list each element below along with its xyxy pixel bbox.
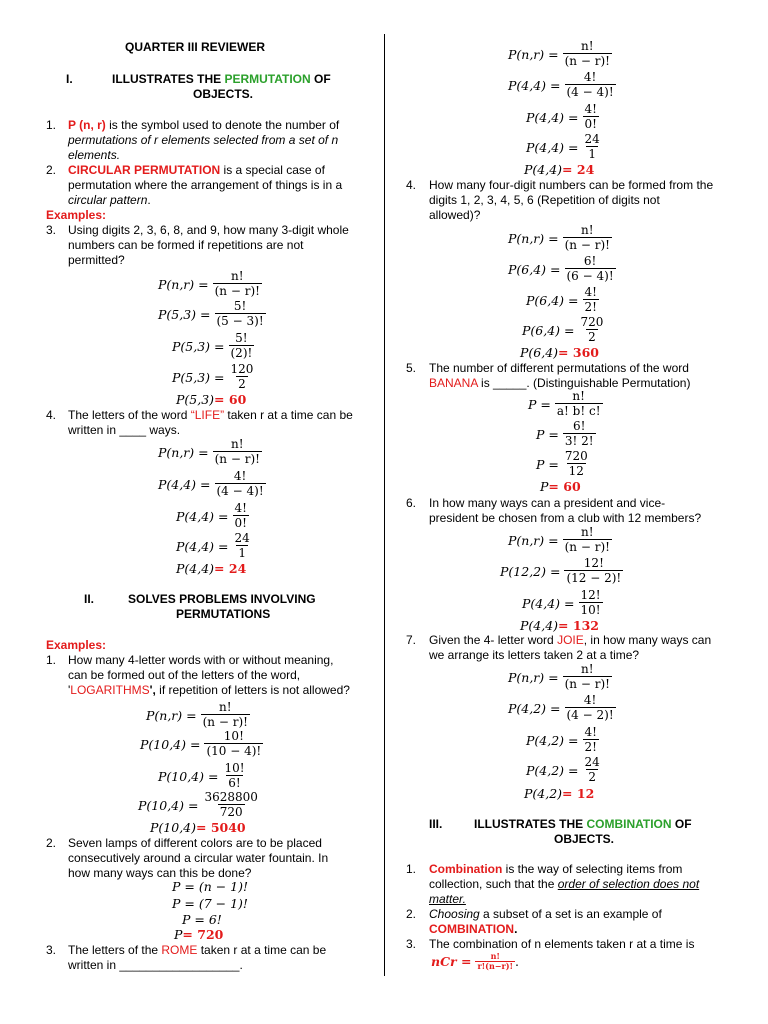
section-1-heading-line2: OBJECTS. [193, 87, 254, 101]
eq-lhs: P(4,4) = [176, 508, 229, 524]
page-title: QUARTER III REVIEWER [125, 40, 266, 54]
equation [508, 255, 616, 283]
denominator: a! b! c! [556, 404, 601, 418]
fraction [475, 952, 515, 971]
answer: = 12 [562, 786, 595, 801]
answer-line [176, 392, 246, 407]
answer-line [174, 927, 223, 942]
numerator: n! [231, 269, 244, 283]
equation [536, 450, 590, 478]
definition-permutation-symbol [68, 118, 378, 163]
highlight-term: CIRCULAR PERMUTATION [68, 163, 221, 177]
highlight-word: JOIE [557, 633, 584, 647]
eq-lhs: P [174, 927, 183, 942]
denominator: 2! [584, 300, 597, 314]
fraction [563, 40, 612, 68]
equation [172, 363, 255, 391]
denominator: (12 − 2)! [566, 571, 622, 585]
denominator: (n − r)! [564, 540, 610, 554]
definition-combination [429, 862, 764, 907]
text: Using digits 2, 3, 6, 8, and 9, how many 3-digit whole [68, 223, 349, 237]
denominator: (10 − 4)! [206, 744, 262, 758]
denominator: 12 [568, 464, 584, 478]
answer: = 360 [558, 345, 599, 360]
denominator: (5 − 3)! [216, 314, 264, 328]
numerator: 720 [580, 315, 604, 329]
text: The letters of the word [68, 408, 191, 422]
equation [500, 557, 623, 585]
section-3-heading [474, 817, 692, 831]
numerator: n! [581, 39, 594, 53]
eq-lhs: P(4,4) [520, 618, 559, 633]
answer-line [524, 786, 594, 801]
text: ' [68, 683, 71, 697]
fraction [215, 300, 266, 328]
fraction [563, 420, 596, 448]
eq-lhs: P(4,4) = [522, 595, 575, 611]
text: Seven lamps of different colors are to be placed [68, 836, 322, 850]
equation [528, 390, 603, 418]
answer: = 24 [562, 162, 595, 177]
numerator: 5! [235, 331, 248, 345]
denominator: 3! 2! [564, 434, 594, 448]
text: . [514, 922, 518, 936]
fraction [233, 502, 249, 530]
section-2-heading-line2: PERMUTATIONS [176, 607, 271, 621]
list-number: 2. [46, 163, 57, 177]
text: taken r at a time can be [197, 943, 327, 957]
text: collection, such that the [429, 877, 558, 891]
equation [172, 332, 254, 360]
denominator: r!(n−r)! [477, 961, 513, 971]
text: taken r at a time can be [224, 408, 353, 422]
text: digits 1, 2, 3, 4, 5, 6 (Repetition of digits not [429, 193, 660, 207]
numerator: 4! [234, 501, 247, 515]
fraction [579, 316, 606, 344]
equation [508, 694, 616, 722]
text: a subset of a set is an example of [479, 907, 662, 921]
problem-question [429, 633, 764, 663]
equation: P = (n − 1)! [172, 879, 249, 894]
text: numbers can be formed if repetitions are not [68, 238, 304, 252]
answer-line [150, 820, 246, 835]
example-question [68, 223, 378, 268]
answer: = 132 [558, 618, 599, 633]
denominator: (4 − 2)! [566, 708, 614, 722]
list-number: 2. [46, 836, 57, 850]
eq-lhs: P(n,r) = [508, 532, 559, 548]
numerator: 120 [230, 362, 254, 376]
problem-question [68, 943, 378, 973]
numerator: 3628800 [204, 790, 258, 804]
equation [158, 470, 266, 498]
fraction [583, 286, 599, 314]
fraction [202, 791, 259, 819]
fraction [583, 756, 602, 784]
fraction [213, 438, 262, 466]
problem-question [429, 361, 764, 391]
list-number: 3. [46, 943, 57, 957]
numerator: n! [581, 662, 594, 676]
right-column [386, 0, 768, 1024]
numerator: n! [231, 437, 244, 451]
numerator: 12! [583, 556, 604, 570]
eq-lhs: P(4,2) [524, 786, 563, 801]
eq-lhs: P(5,3) = [172, 369, 225, 385]
answer-line [524, 162, 594, 177]
text: allowed)? [429, 208, 481, 222]
numerator: 4! [583, 70, 597, 84]
equation [158, 762, 247, 790]
eq-lhs: P(4,4) = [526, 139, 579, 155]
eq-lhs: P = [536, 426, 559, 442]
equation [526, 756, 602, 784]
eq-lhs: P(4,4) = [526, 109, 579, 125]
fraction [201, 701, 250, 729]
equation [508, 526, 612, 554]
fraction [563, 526, 612, 554]
list-number: 4. [406, 178, 417, 192]
section-3-pre: ILLUSTRATES THE [474, 817, 587, 831]
denominator: (6 − 4)! [566, 269, 614, 283]
answer: = 5040 [196, 820, 246, 835]
problem-question [429, 178, 764, 223]
section-1-roman: I. [66, 72, 73, 86]
text: permutations of r elements selected from a set of n [68, 133, 339, 147]
numerator: 4! [584, 285, 597, 299]
equation [508, 224, 612, 252]
text: written in __________________. [68, 958, 243, 972]
equation [146, 701, 250, 729]
numerator: 4! [583, 693, 597, 707]
equation [526, 286, 599, 314]
highlight-term: Combination [429, 862, 503, 876]
denominator: (2)! [230, 346, 253, 360]
answer-line [540, 479, 581, 494]
list-number: 1. [406, 862, 417, 876]
answer: = 24 [214, 561, 247, 576]
example-question [68, 408, 378, 438]
numerator: 4! [233, 469, 247, 483]
eq-lhs: P(6,4) = [508, 261, 561, 277]
section-1-heading [112, 72, 331, 86]
text: How many four-digit numbers can be formed from the [429, 178, 714, 192]
equation [522, 316, 605, 344]
denominator: 2! [584, 740, 597, 754]
section-3-heading-line2: OBJECTS. [554, 832, 615, 846]
equation [508, 71, 616, 99]
problem-question [68, 653, 378, 698]
equation: P = (7 − 1)! [172, 896, 248, 911]
eq-lhs: P [540, 479, 549, 494]
fraction [563, 224, 612, 252]
text: consecutively around a circular water fountain. In [68, 851, 329, 865]
text: The letters of the [68, 943, 162, 957]
problem-question [429, 496, 764, 526]
eq-lhs: P(n,r) = [508, 230, 559, 246]
fraction [564, 557, 623, 585]
equation [522, 589, 603, 617]
fraction [555, 390, 603, 418]
numerator: 12! [580, 588, 601, 602]
numerator: 6! [583, 254, 597, 268]
examples-label: Examples: [46, 208, 107, 222]
denominator: 0! [584, 117, 597, 131]
equation [508, 663, 612, 691]
section-3-post: OF [671, 817, 692, 831]
text: is _____. (Distinguishable Permutation) [477, 376, 691, 390]
eq-lhs: P(10,4) = [138, 797, 199, 813]
equation: P = 6! [182, 912, 222, 927]
eq-lhs: P(n,r) = [508, 669, 559, 685]
denominator: (n − r)! [564, 238, 610, 252]
denominator: 1 [588, 147, 596, 161]
fraction [563, 663, 612, 691]
numerator: n! [219, 700, 232, 714]
text: circular pattern [68, 193, 148, 207]
equation [158, 438, 262, 466]
eq-lhs: P(6,4) [520, 345, 559, 360]
denominator: (4 − 4)! [566, 85, 614, 99]
section-2-roman: II. [84, 592, 95, 606]
denominator: 1 [238, 546, 246, 560]
problem-question [68, 836, 378, 881]
fraction [213, 270, 262, 298]
answer-line [520, 345, 599, 360]
eq-lhs: P(4,4) [176, 561, 215, 576]
eq-lhs: P(n,r) = [508, 46, 559, 62]
text: we arrange its letters taken 2 at a time? [429, 648, 640, 662]
combination-formula [431, 952, 519, 971]
text: is the way of selecting items from [502, 862, 683, 876]
answer: = 60 [214, 392, 247, 407]
numerator: 10! [224, 761, 245, 775]
eq-lhs: P(6,4) = [522, 322, 575, 338]
fraction [565, 694, 616, 722]
list-number: 1. [46, 118, 57, 132]
list-number: 7. [406, 633, 417, 647]
definition-circular-permutation [68, 163, 378, 208]
text: is the symbol used to denote the number of [105, 118, 340, 132]
combination-example [429, 907, 764, 937]
numerator: 4! [584, 102, 597, 116]
text: is a special case of [220, 163, 325, 177]
denominator: (4 − 4)! [216, 484, 264, 498]
highlight-term: P (n, r) [68, 118, 106, 132]
denominator: 2 [238, 377, 246, 391]
text: . [515, 954, 519, 969]
list-number: 6. [406, 496, 417, 510]
eq-lhs: P(10,4) = [140, 736, 201, 752]
fraction [583, 103, 599, 131]
text: can be formed out of the letters of the word, [68, 668, 301, 682]
eq-lhs: P(5,3) = [172, 338, 225, 354]
fraction [229, 332, 255, 360]
highlight-word: “LIFE” [190, 408, 225, 422]
text: permitted? [68, 253, 125, 267]
numerator: n! [490, 951, 500, 961]
equation [526, 133, 602, 161]
fraction [583, 726, 599, 754]
numerator: 24 [234, 531, 250, 545]
eq-lhs: P(10,4) [150, 820, 196, 835]
eq-lhs: P(n,r) = [158, 276, 209, 292]
section-1-pre: ILLUSTRATES THE [112, 72, 225, 86]
text: Given the 4- letter word [429, 633, 558, 647]
eq-lhs: P(n,r) = [158, 444, 209, 460]
numerator: 10! [223, 729, 244, 743]
text: written in ____ ways. [68, 423, 181, 437]
denominator: 2 [588, 770, 596, 784]
answer-line [520, 618, 599, 633]
numerator: 720 [564, 449, 588, 463]
text: , in how many ways can [583, 633, 712, 647]
section-2-heading: SOLVES PROBLEMS INVOLVING [128, 592, 316, 606]
denominator: (n − r)! [564, 54, 610, 68]
eq-lhs: P(4,4) = [176, 538, 229, 554]
equation [508, 40, 612, 68]
fraction [222, 762, 246, 790]
numerator: n! [581, 525, 594, 539]
text: elements. [68, 148, 121, 162]
highlight-word: ROME [161, 943, 198, 957]
denominator: (n − r)! [564, 677, 610, 691]
list-number: 3. [406, 937, 417, 951]
section-1-post: OF [310, 72, 331, 86]
denominator: (n − r)! [214, 284, 260, 298]
equation [158, 270, 262, 298]
combination-formula-text: The combination of n elements taken r at a time is [429, 937, 695, 951]
highlight-word: BANANA [429, 376, 478, 390]
fraction [229, 363, 256, 391]
list-number: 5. [406, 361, 417, 375]
equation [140, 730, 263, 758]
text: president be chosen from a club with 12 members? [429, 511, 702, 525]
answer-line [176, 561, 246, 576]
eq-lhs: P(5,3) = [158, 306, 211, 322]
numerator: 4! [584, 725, 597, 739]
highlight-term: COMBINATION [429, 922, 515, 936]
eq-lhs: P(4,4) = [158, 476, 211, 492]
section-1-highlight: PERMUTATION [224, 72, 311, 86]
text: How many 4-letter words with or without meaning, [68, 653, 334, 667]
fraction [565, 71, 616, 99]
equation [138, 791, 260, 819]
text: how many ways can this be done? [68, 866, 252, 880]
eq-lhs: P = [536, 456, 559, 472]
eq-lhs: P(4,4) = [508, 77, 561, 93]
equation [526, 103, 599, 131]
answer: = 720 [182, 927, 224, 942]
numerator: 5! [233, 299, 247, 313]
eq-lhs: P(10,4) = [158, 768, 219, 784]
numerator: 24 [584, 132, 600, 146]
equation [536, 420, 596, 448]
fraction [565, 255, 616, 283]
numerator: 6! [572, 419, 586, 433]
equation [176, 532, 252, 560]
denominator: 6! [228, 776, 241, 790]
text: order of selection does not [557, 877, 700, 891]
equation [526, 726, 599, 754]
text: permutation where the arrangement of things is in a [68, 178, 343, 192]
text: matter. [429, 892, 466, 906]
eq-lhs: P(4,2) = [526, 762, 579, 778]
section-3-roman: III. [429, 817, 443, 831]
eq-lhs: P(12,2) = [500, 563, 561, 579]
eq-lhs: P(5,3) [176, 392, 215, 407]
eq-lhs: P(4,4) [524, 162, 563, 177]
list-number: 4. [46, 408, 57, 422]
numerator: n! [572, 389, 585, 403]
text: In how many ways can a president and vice- [429, 496, 666, 510]
text: if repetition of letters is not allowed? [155, 683, 350, 697]
column-divider [384, 34, 385, 976]
examples-label: Examples: [46, 638, 107, 652]
eq-lhs: P(6,4) = [526, 292, 579, 308]
list-number: 3. [46, 223, 57, 237]
equation [158, 300, 266, 328]
highlight-word: LOGARITHMS [70, 683, 150, 697]
text: The number of different permutations of the word [429, 361, 689, 375]
numerator: 24 [584, 755, 600, 769]
fraction [233, 532, 252, 560]
answer: = 60 [548, 479, 581, 494]
numerator: n! [581, 223, 594, 237]
eq-lhs: P = [528, 396, 551, 412]
text: . [147, 193, 151, 207]
eq-lhs: P(n,r) = [146, 707, 197, 723]
fraction [215, 470, 266, 498]
section-3-highlight: COMBINATION [586, 817, 672, 831]
denominator: 2 [588, 330, 596, 344]
denominator: 0! [234, 516, 247, 530]
list-number: 1. [46, 653, 57, 667]
formula-lhs: nCr = [431, 954, 472, 969]
fraction [579, 589, 603, 617]
denominator: (n − r)! [214, 452, 260, 466]
denominator: (n − r)! [202, 715, 248, 729]
fraction [583, 133, 602, 161]
equation [176, 502, 249, 530]
eq-lhs: P(4,2) = [526, 732, 579, 748]
text: Choosing [429, 907, 480, 921]
denominator: 10! [580, 603, 601, 617]
fraction [204, 730, 263, 758]
eq-lhs: P(4,2) = [508, 700, 561, 716]
list-number: 2. [406, 907, 417, 921]
fraction [563, 450, 590, 478]
text: ', [149, 683, 156, 697]
denominator: 720 [219, 805, 243, 819]
